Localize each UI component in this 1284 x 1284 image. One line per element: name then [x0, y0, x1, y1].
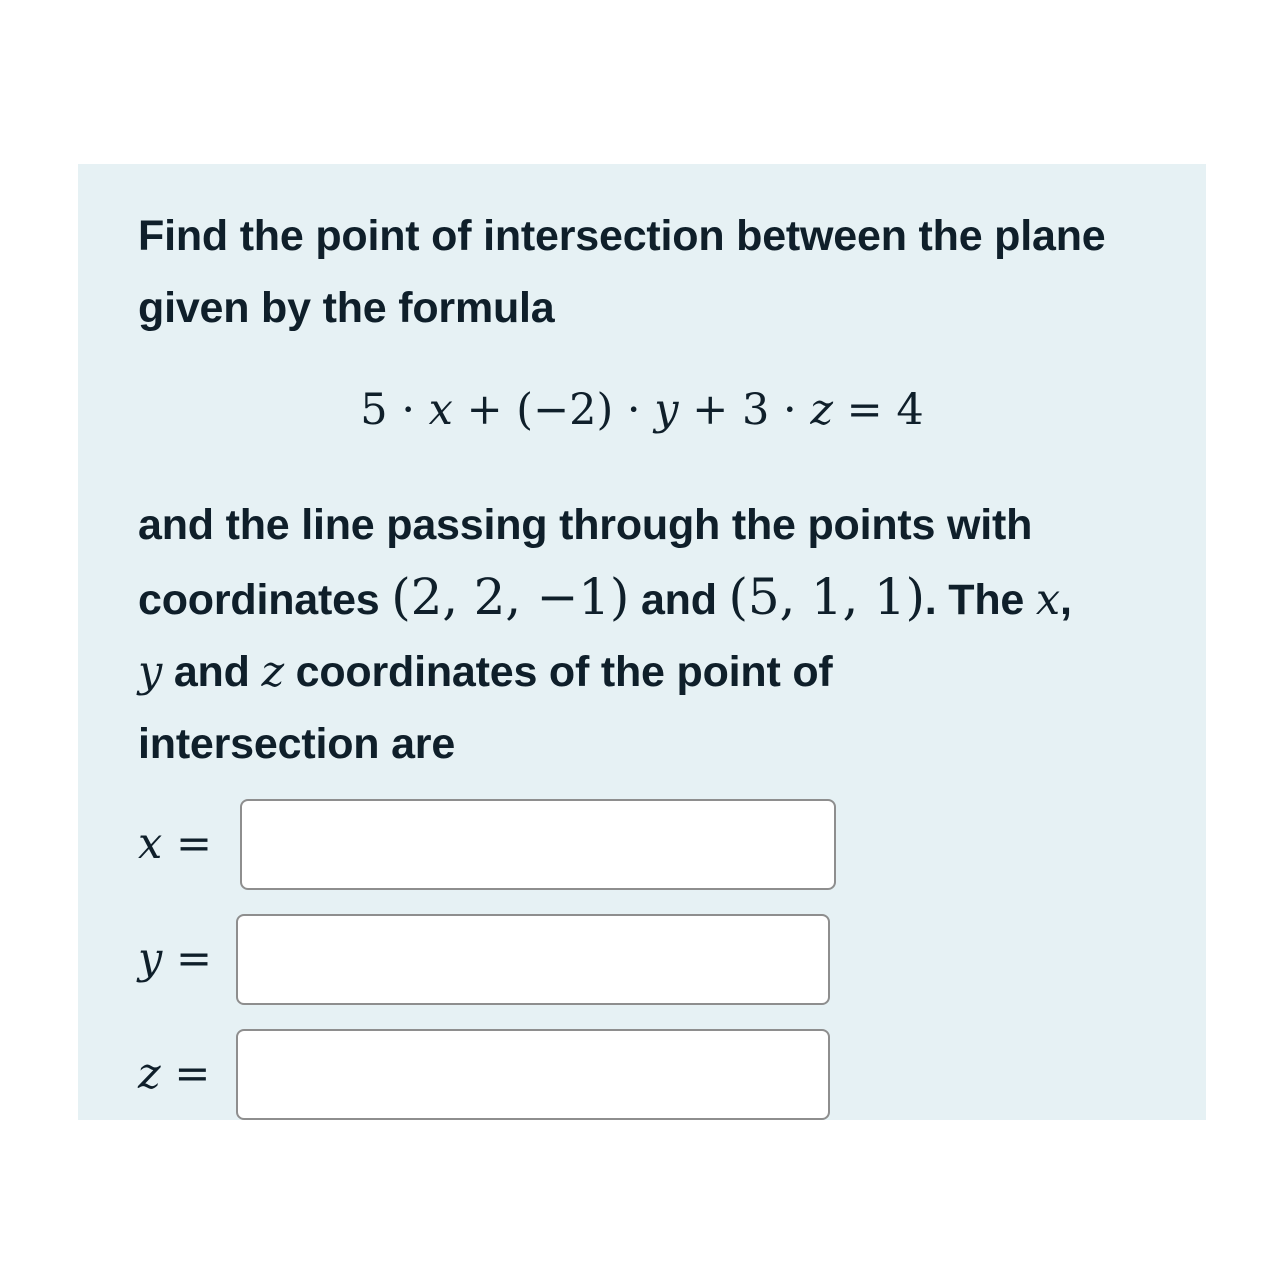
intro-line-1: Find the point of intersection between the plane: [138, 212, 1106, 260]
y-answer-input[interactable]: [236, 914, 830, 1005]
question-intro: [138, 200, 1106, 344]
body-var-y: y: [138, 647, 163, 697]
question-body: [138, 489, 1072, 780]
answer-label-y-eq: =: [175, 934, 212, 984]
answer-label-x-var: x: [138, 819, 163, 869]
body-line-2: [138, 561, 1072, 636]
eq-coef-3: 3: [741, 385, 770, 435]
eq-dot-2: ·: [626, 385, 641, 435]
x-answer-input[interactable]: [240, 799, 836, 890]
body-var-x: x: [1035, 575, 1060, 625]
answer-label-x-eq: =: [175, 819, 212, 869]
body-line-2-prefix: coordinates: [138, 576, 392, 624]
intro-line-2: given by the formula: [138, 284, 555, 332]
eq-coef-1: 5: [360, 385, 388, 435]
body-line-2-end: ,: [1059, 576, 1072, 624]
eq-var-y: y: [654, 385, 679, 435]
eq-var-x: x: [428, 385, 453, 435]
body-line-2-mid: and: [629, 576, 729, 624]
body-line-3-end: coordinates of the point of: [283, 648, 833, 696]
body-line-3: [138, 636, 1072, 708]
question-card: [78, 164, 1206, 1120]
eq-dot-3: ·: [782, 385, 797, 435]
body-line-1: and the line passing through the points with: [138, 501, 1033, 549]
answer-label-y-var: y: [138, 934, 163, 984]
eq-plus-2: +: [692, 385, 729, 435]
answer-label-z-var: z: [138, 1049, 161, 1099]
answer-label-z-eq: =: [174, 1049, 211, 1099]
z-answer-input[interactable]: [236, 1029, 830, 1120]
body-line-3-mid: and: [162, 648, 262, 696]
plane-equation: [78, 374, 1206, 446]
answer-label-y: [138, 913, 228, 1005]
eq-coef-2: (−2): [516, 385, 614, 435]
eq-dot-1: ·: [401, 385, 415, 435]
eq-equals: =: [846, 385, 883, 435]
answer-label-x: [138, 798, 228, 890]
answer-label-z: [138, 1028, 228, 1120]
eq-plus-1: +: [466, 385, 503, 435]
body-line-4: intersection are: [138, 720, 456, 768]
body-var-z: z: [261, 647, 284, 697]
eq-var-z: z: [810, 385, 833, 435]
point-2: (5, 1, 1): [728, 568, 925, 626]
point-1: (2, 2, −1): [391, 568, 630, 626]
body-line-2-suffix: . The: [924, 576, 1036, 624]
eq-rhs: 4: [896, 385, 924, 435]
